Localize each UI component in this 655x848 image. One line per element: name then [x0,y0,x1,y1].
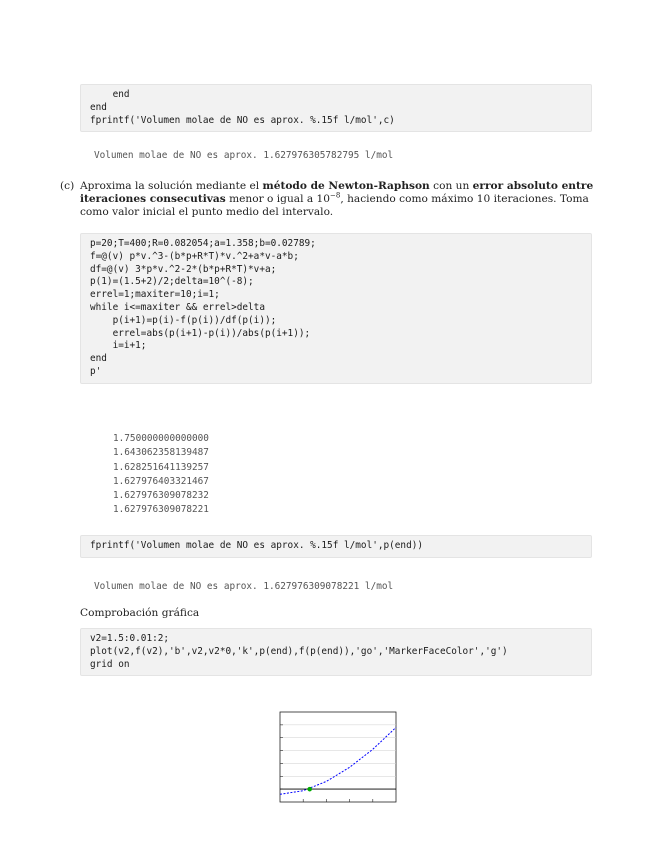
comprobacion-plot [268,706,404,808]
output-list-item: 1.643062358139487 [113,447,209,459]
output-2: Volumen molae de NO es aprox. 1.627976309078221 l/mol [94,581,394,592]
code-block-2 [80,233,592,384]
code-block-3 [80,535,592,558]
code-line: p(1)=(1.5+2)/2;delta=10^(-8); [90,276,254,288]
section-label: Comprobación gráfica [80,607,200,619]
series-marker [308,787,312,791]
item-c-text-1: Aproxima la solución mediante el [80,180,263,192]
code-line: i=i+1; [90,340,147,352]
code-line: grid on [90,658,130,670]
code-line: v2=1.5:0.01:2; [90,633,170,644]
output-list-item: 1.750000000000000 [113,433,209,444]
code-line: while i<=maxiter && errel>delta [90,301,265,313]
item-c-bold-2: error absoluto entre iteraciones consecutivas [80,180,594,205]
code-line: fprintf('Volumen molae de NO es aprox. %.15f l/mol',p(end)) [90,540,424,551]
item-c-paragraph [60,180,600,219]
code-line: plot(v2,f(v2),'b',v2,v2*0,'k',p(end),f(p(end)),'go','MarkerFaceColor','g') [90,645,508,657]
code-line: end [90,353,107,365]
code-line: errel=abs(p(i+1)-p(i))/abs(p(i+1)); [90,327,311,339]
code-line: p' [90,365,102,377]
item-c-bold-1: método de Newton-Raphson [262,180,430,192]
output-list-item: 1.627976403321467 [113,475,209,487]
item-c-text-3: menor o igual a 10 [225,193,331,205]
output-list-item: 1.627976309078221 [113,504,209,516]
item-c-exponent: −8 [330,191,341,200]
output-list-item: 1.627976309078232 [113,490,209,502]
code-block-1 [80,84,592,132]
plot-frame [280,712,396,802]
code-line: f=@(v) p*v.^3-(b*p+R*T)*v.^2+a*v-a*b; [90,250,299,262]
code-line: p=20;T=400;R=0.082054;a=1.358;b=0.02789; [90,238,316,249]
code-line: df=@(v) 3*p*v.^2-2*(b*p+R*T)*v+a; [90,263,277,275]
code-block-4 [80,628,592,676]
output-1: Volumen molae de NO es aprox. 1.627976305782795 l/mol [94,150,394,161]
code-line: end [90,101,107,113]
item-c-label: (c) [60,180,75,192]
output-list [113,432,209,518]
code-line: p(i+1)=p(i)-f(p(i))/df(p(i)); [90,314,277,326]
output-list-item: 1.628251641139257 [113,461,209,473]
code-line: errel=1;maxiter=10;i=1; [90,289,220,301]
code-line: end [90,89,130,100]
item-c-text-2: con un [429,180,473,192]
code-line: fprintf('Volumen molae de NO es aprox. %.15f l/mol',c) [90,114,395,126]
item-c-text-4: , haciendo como máximo 10 iteraciones. Toma como valor inicial el punto medio del intervalo. [80,193,589,218]
